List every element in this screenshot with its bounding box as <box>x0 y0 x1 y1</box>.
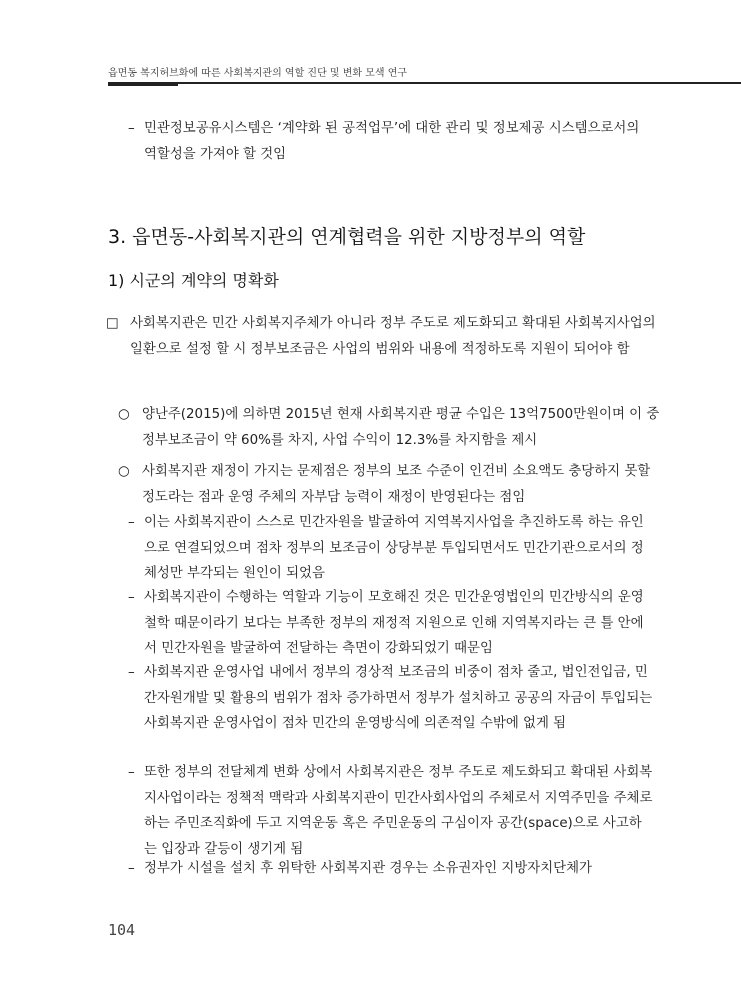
box-marker: □ <box>106 316 119 331</box>
dash-marker: – <box>128 765 135 780</box>
list-item-text: 양난주(2015)에 의하면 2015년 현재 사회복지관 평균 수입은 13억7500만원이며 이 중 정부보조금이 약 60%를 차지, 사업 수익이 12.3%를 차지함을 제시 <box>142 407 660 448</box>
running-header: 읍면동 복지허브화에 따른 사회복지관의 역할 진단 및 변화 모색 연구 <box>108 68 408 79</box>
list-item <box>128 510 654 587</box>
intro-text: 민관정보공유시스템은 ‘계약화 된 공적업무’에 대한 관리 및 정보제공 시스템으로서의 역할성을 가져야 할 것임 <box>144 121 640 162</box>
list-item <box>128 585 654 662</box>
circle-marker: ○ <box>118 407 130 422</box>
header-rule <box>108 82 741 84</box>
dash-marker: – <box>128 121 135 136</box>
header-rule-accent <box>108 84 178 86</box>
page-number: 104 <box>108 921 136 939</box>
list-item <box>128 660 654 737</box>
dash-marker: – <box>128 515 135 530</box>
list-item-text: 또한 정부의 전달체계 변화 상에서 사회복지관은 정부 주도로 제도화되고 확대된 사회복지사업이라는 정책적 맥락과 사회복지관이 민간사회사업의 주체로서 지역주민을 주체로 하는 주민조직화에 두고 지역운동 혹은 주민운동의 구심이자 공간(space)으로 사고하는 입장과 갈등이 생기게 됨 <box>144 765 653 857</box>
section-title: 3. 읍면동-사회복지관의 연계협력을 위한 지방정부의 역할 <box>108 226 586 248</box>
list-item <box>128 856 654 882</box>
list-item-text: 이는 사회복지관이 스스로 민간자원을 발굴하여 지역복지사업을 추진하도록 하는 유인으로 연결되었으며 점차 정부의 보조금이 상당부분 투입되면서도 민간기관으로서의 정체성만 부각되는 원인이 되었음 <box>144 515 644 581</box>
list-item-text: 사회복지관은 민간 사회복지주체가 아니라 정부 주도로 제도화되고 확대된 사회복지사업의 일환으로 설정 할 시 정부보조금은 사업의 범위와 내용에 적정하도록 지원이 되어야 함 <box>130 316 656 357</box>
dash-marker: – <box>128 861 135 876</box>
list-item <box>118 402 662 453</box>
circle-marker: ○ <box>118 464 130 479</box>
list-item-text: 사회복지관 운영사업 내에서 정부의 경상적 보조금의 비중이 점차 줄고, 법인전입금, 민간자원개발 및 활용의 범위가 점차 증가하면서 정부가 설치하고 공공의 자금이 투입되는 사회복지관 운영사업이 점차 민간의 운영방식에 의존적일 수밖에 없게 됨 <box>144 665 653 731</box>
list-item <box>118 459 662 510</box>
list-item-text: 사회복지관이 수행하는 역할과 기능이 모호해진 것은 민간운영법인의 민간방식의 운영철학 때문이라기 보다는 부족한 정부의 재정적 지원으로 인해 지역복지라는 큰 틀 안에서 민간자원을 발굴하여 전달하는 측면이 강화되었기 때문임 <box>144 590 644 656</box>
list-item <box>128 760 654 862</box>
dash-marker: – <box>128 590 135 605</box>
subsection-title: 1) 시군의 계약의 명확화 <box>108 271 279 290</box>
intro-item <box>128 116 654 167</box>
list-item-text: 사회복지관 재정이 가지는 문제점은 정부의 보조 수준이 인건비 소요액도 충당하지 못할 정도라는 점과 운영 주체의 자부담 능력이 재정이 반영된다는 점임 <box>142 464 651 505</box>
list-item <box>106 311 662 362</box>
dash-marker: – <box>128 665 135 680</box>
list-item-text: 정부가 시설을 설치 후 위탁한 사회복지관 경우는 소유권자인 지방자치단체가 <box>144 861 592 876</box>
